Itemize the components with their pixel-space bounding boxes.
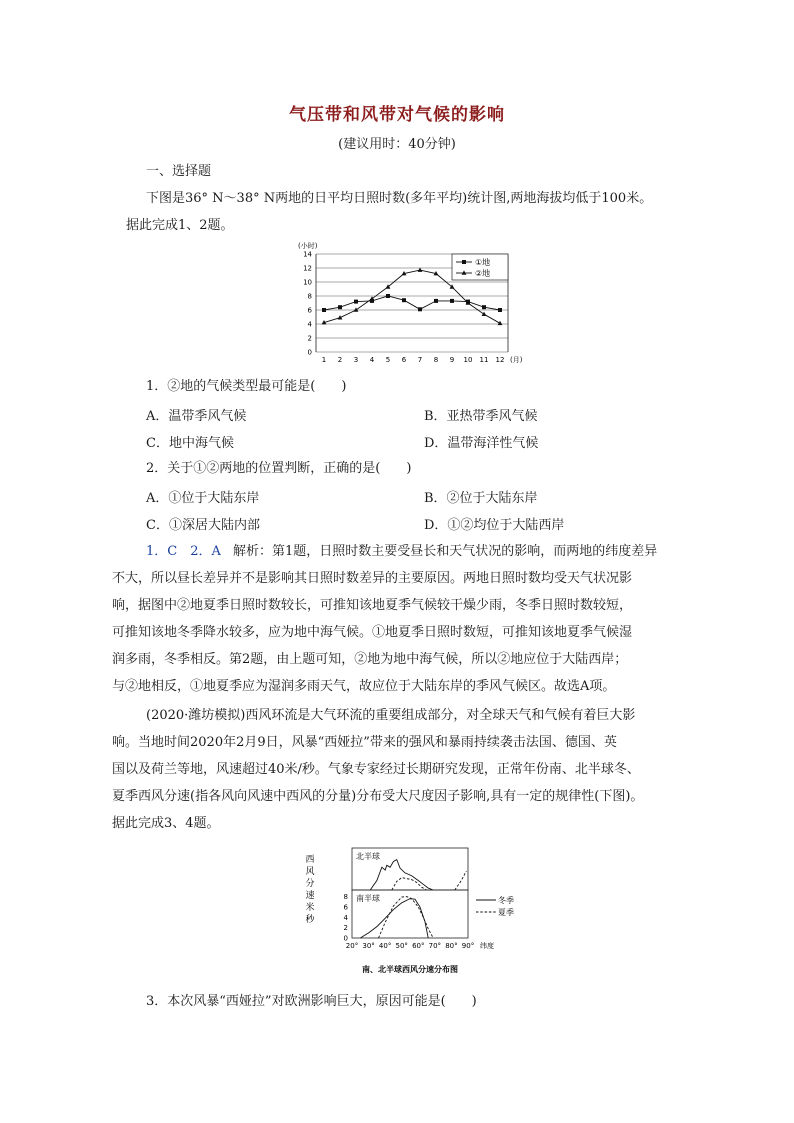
x-tick-label: 20° [345,942,359,950]
analysis-line-5: 润多雨，冬季相反。第2题，由上题可知，②地为地中海气候，所以②地应位于大陆西岸； [112,652,628,667]
q1-option-d: D．温带海洋性气候 [424,436,539,451]
x-axis-label: 纬度 [480,942,494,950]
series-line-1 [324,296,500,310]
y-tick-label: 8 [307,292,312,301]
section-heading: 一、选择题 [146,164,212,179]
question-1: 1．②地的气候类型最可能是( ) [146,379,347,394]
data-point-square [386,294,390,298]
series-line-summer [392,878,427,890]
analysis-line-3: 响，据图中②地夏季日照时数较长，可推知该地夏季气候较干燥少雨，冬季日照时数较短， [112,598,633,613]
x-tick-label: 3 [353,356,359,364]
y-axis-label-char: 速 [305,891,315,901]
data-point-square [482,305,486,309]
x-tick-label: 9 [449,356,455,364]
x-tick-label: 6 [401,356,407,364]
answer-key: 1．C 2．A [146,544,221,559]
series-line-winter [360,899,428,938]
legend-label: ②地 [475,269,491,278]
panel-label: 南半球 [356,894,380,903]
page-subtitle: (建议用时：40分钟) [338,137,456,152]
data-point-square [434,299,438,303]
legend-marker [462,260,466,264]
intro2-line-3: 国以及荷兰等地，风速超过40米/秒。气象专家经过长期研究发现，正常年份南、北半球冬、 [112,762,640,777]
x-tick-label: 7 [417,356,423,364]
intro1-line2: 据此完成1、2题。 [126,218,234,233]
y-tick-label: 10 [303,278,312,287]
y-tick-label: 2 [343,924,348,933]
data-point-square [418,307,422,311]
legend-label: ①地 [475,258,491,267]
y-axis-label-char: 西 [305,855,315,865]
x-tick-label: 4 [369,356,375,364]
data-point-square [450,299,454,303]
y-tick-label: 8 [343,893,348,902]
x-tick-label: 10 [463,356,473,364]
analysis-line-4: 可推知该地冬季降水较多，应为地中海气候。①地夏季日照时数短，可推知该地夏季气候湿 [112,625,633,640]
y-tick-label: 0 [343,934,348,943]
x-tick-label: 1 [321,356,327,364]
y-axis-label-char: 风 [305,867,315,877]
q2-option-c: C．①深居大陆内部 [146,518,260,533]
westerly-chart [300,840,530,980]
x-tick-label: 2 [337,356,343,364]
page-title: 气压带和风带对气候的影响 [289,105,505,125]
analysis-line-1: 解析：第1题，日照时数主要受昼长和天气状况的影响，而两地的纬度差异 [233,544,658,559]
analysis-line-6: 与②地相反，①地夏季应为湿润多雨天气，故应位于大陆东岸的季风气候区。故选A项。 [112,679,616,694]
x-tick-label: 80° [445,942,458,950]
q2-option-a: A．①位于大陆东岸 [146,491,260,506]
y-tick-label: 6 [343,903,348,912]
q2-option-d: D．①②均位于大陆西岸 [424,518,565,533]
x-tick-label: 11 [479,356,489,364]
legend-label: 夏季 [498,908,514,917]
x-tick-label: 60° [412,942,425,950]
legend-label: 冬季 [498,896,514,905]
y-axis-label-char: 米 [305,903,315,913]
series-line-summer [455,871,467,890]
x-tick-label: 70° [428,942,442,950]
y-axis-label-char: 分 [305,879,315,889]
data-point-triangle [482,312,487,316]
x-tick-label: 50° [395,942,408,950]
x-tick-label: 8 [433,356,439,364]
data-point-triangle [354,307,359,311]
data-point-triangle [370,296,375,300]
data-point-square [498,308,502,312]
x-tick-label: 12 [495,356,505,364]
question-2: 2．关于①②两地的位置判断，正确的是( ) [146,461,412,476]
y-tick-label: 0 [307,348,312,357]
data-point-square [338,305,342,309]
data-point-square [402,298,406,302]
y-tick-label: 2 [307,334,312,343]
data-point-square [354,300,358,304]
q1-option-c: C．地中海气候 [146,436,234,451]
intro1-line1: 下图是36° N～38° N两地的日平均日照时数(多年平均)统计图,两地海拔均低于100米。 [146,191,653,206]
panel-label: 北半球 [356,852,380,861]
y-tick-label: 4 [343,913,348,922]
sunshine-chart [290,238,530,368]
y-axis-label-char: 秒 [305,915,315,925]
x-axis-unit: (月) [510,356,523,364]
q1-option-a: A．温带季风气候 [146,409,247,424]
data-point-triangle [498,321,503,325]
y-axis-unit: (小时) [298,242,318,250]
x-tick-label: 90° [461,942,475,950]
intro2-line-1: (2020·潍坊模拟)西风环流是大气环流的重要组成部分，对全球天气和气候有着巨大影 [146,708,636,723]
intro2-line-4: 夏季西风分速(指各风向风速中西风的分量)分布受大尺度因子影响,具有一定的规律性(下图)。 [112,789,644,804]
data-point-square [322,308,326,312]
intro2-line-5: 据此完成3、4题。 [112,816,220,831]
y-tick-label: 4 [307,320,312,329]
y-tick-label: 14 [303,250,312,259]
x-tick-label: 40° [378,942,392,950]
q2-option-b: B．②位于大陆东岸 [424,491,538,506]
y-tick-label: 6 [307,306,312,315]
intro2-line-2: 响。当地时间2020年2月9日，风暴“西娅拉”带来的强风和暴雨持续袭击法国、德国、英 [112,735,617,750]
x-tick-label: 30° [362,942,375,950]
analysis-line-2: 不大，所以昼长差异并不是影响其日照时数差异的主要原因。两地日照时数均受天气状况影 [112,571,633,586]
x-tick-label: 5 [385,356,391,364]
q1-option-b: B．亚热带季风气候 [424,409,538,424]
chart-title: 南、北半球西风分速分布图 [362,965,458,974]
series-line-winter [370,860,433,890]
y-tick-label: 12 [303,264,312,273]
question-3: 3．本次风暴“西娅拉”对欧洲影响巨大，原因可能是( ) [146,994,477,1009]
